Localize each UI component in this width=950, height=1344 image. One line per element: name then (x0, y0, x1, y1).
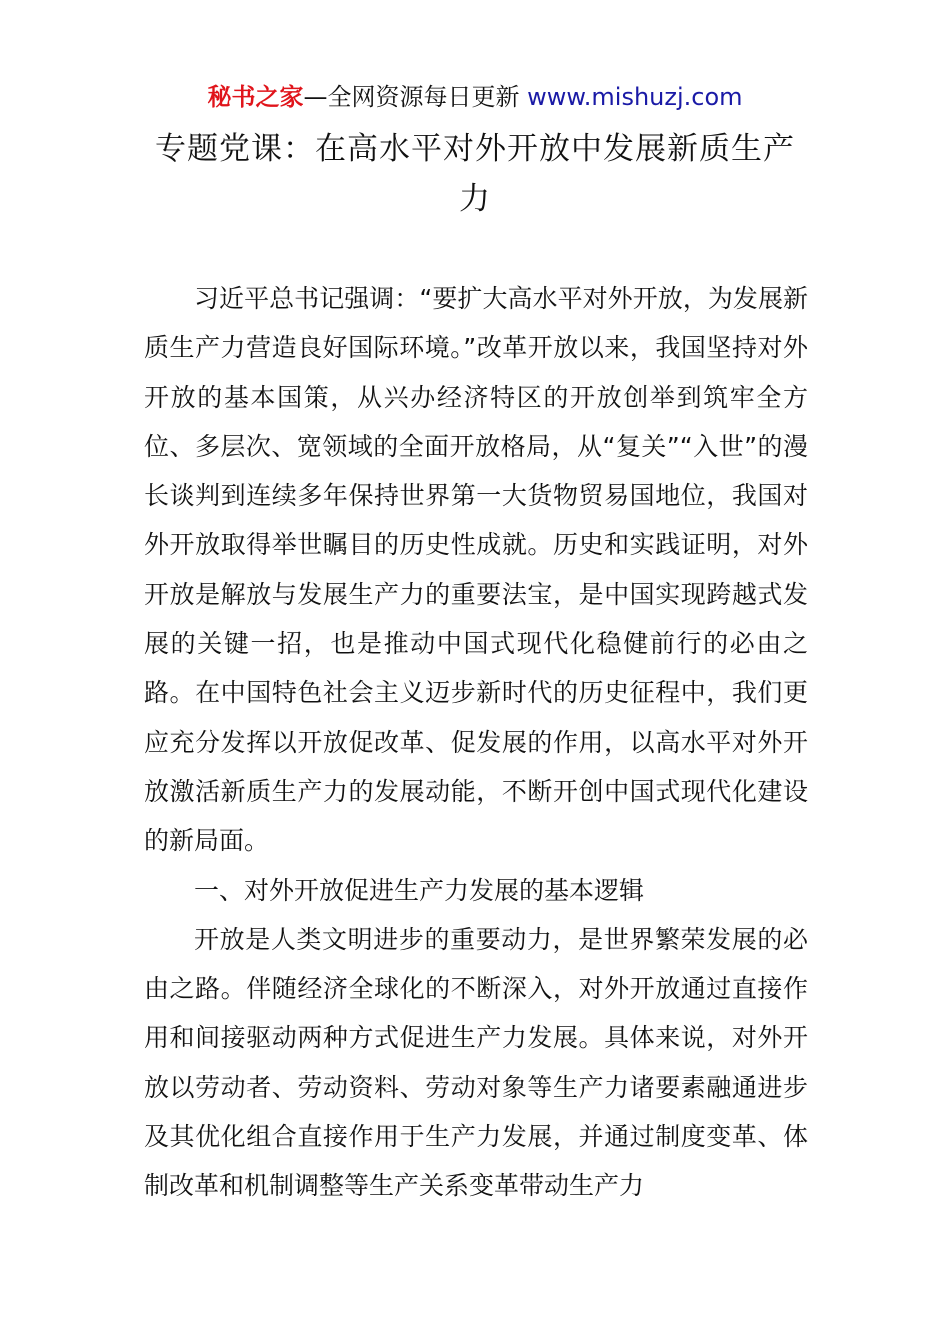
paragraph-intro: 习近平总书记强调：“要扩大高水平对外开放，为发展新质生产力营造良好国际环境。”改革开放以来，我国坚持对外开放的基本国策，从兴办经济特区的开放创举到筑牢全方位、多层次、宽领域的全面开放格局，从“复关”“入世”的漫长谈判到连续多年保持世界第一大货物贸易国地位，我国对外开放取得举世瞩目的历史性成就。历史和实践证明，对外开放是解放与发展生产力的重要法宝，是中国实现跨越式发展的关键一招，也是推动中国式现代化稳健前行的必由之路。在中国特色社会主义迈步新时代的历史征程中，我们更应充分发挥以开放促改革、促发展的作用，以高水平对外开放激活新质生产力的发展动能，不断开创中国式现代化建设的新局面。 (144, 284, 808, 856)
document-body (144, 274, 808, 1211)
document-title: 专题党课：在高水平对外开放中发展新质生产力 (155, 131, 795, 217)
site-name: 秘书之家 (207, 83, 304, 111)
site-header (0, 80, 950, 114)
section-heading: 一、对外开放促进生产力发展的基本逻辑 (194, 875, 645, 905)
site-url-link[interactable]: www.mishuzj.com (527, 83, 743, 111)
site-tagline: —全网资源每日更新 (303, 83, 520, 111)
paragraph-openness: 开放是人类文明进步的重要动力，是世界繁荣发展的必由之路。伴随经济全球化的不断深入，对外开放通过直接作用和间接驱动两种方式促进生产力发展。具体来说，对外开放以劳动者、劳动资料、劳动对象等生产力诸要素融通进步及其优化组合直接作用于生产力发展，并通过制度变革、体制改革和机制调整等生产关系变革带动生产力 (144, 924, 808, 1201)
